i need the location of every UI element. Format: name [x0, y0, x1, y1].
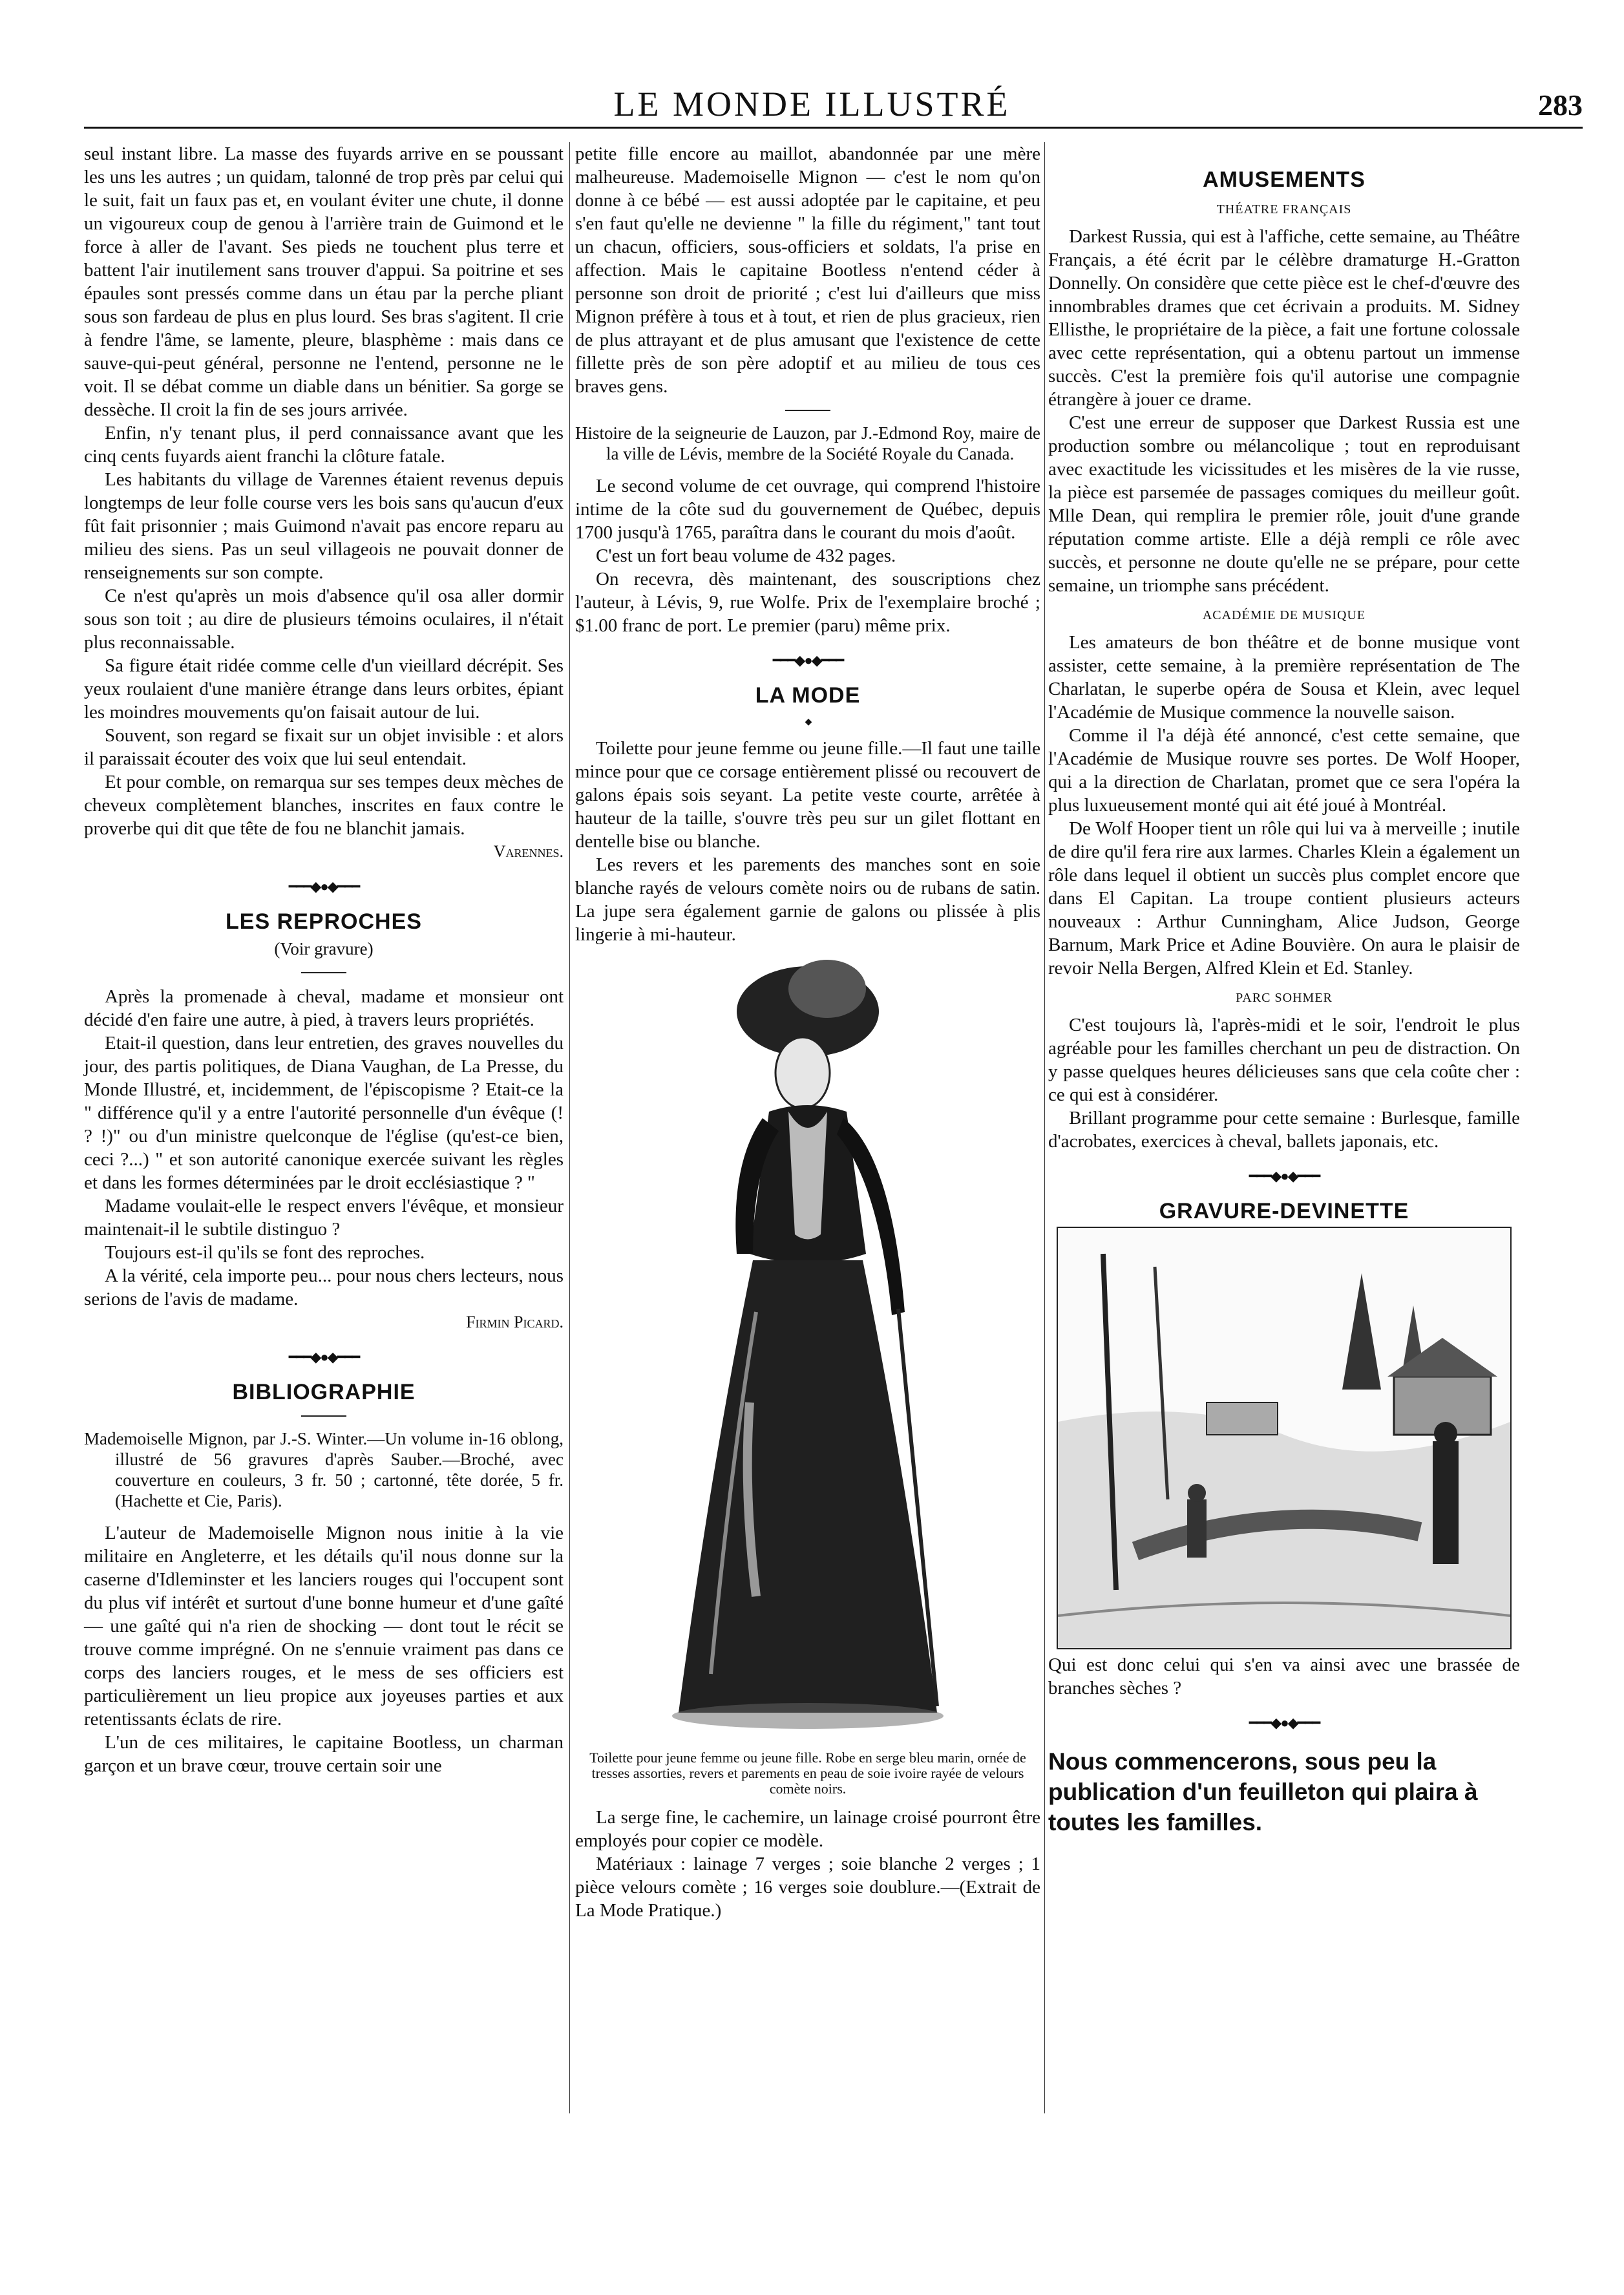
short-rule [301, 972, 346, 973]
subsection-theatre-francais: THÉATRE FRANÇAIS [1216, 202, 1352, 217]
paragraph: Sa figure était ridée comme celle d'un vieillard décrépit. Ses yeux roulaient d'une manière étrange dans leurs orbites, épiant les moindres mouvements qu'on faisait autour de lui. [84, 655, 564, 723]
subsection-academie-musique: ACADÉMIE DE MUSIQUE [1202, 608, 1366, 622]
section-title-amusements: AMUSEMENTS [1203, 167, 1366, 192]
paragraph: Matériaux : lainage 7 verges ; soie blanche 2 verges ; 1 pièce velours comète ; 16 verges soie doublure.—(Extrait de La Mode Pratique.) [575, 1854, 1040, 1921]
section-title-gravure-devinette: GRAVURE-DEVINETTE [1159, 1199, 1409, 1223]
paragraph: Souvent, son regard se fixait sur un objet invisible : et alors il paraissait écouter des voix que lui seul entendait. [84, 725, 564, 769]
subsection-parc-sohmer: PARC SOHMER [1236, 991, 1333, 1005]
puzzle-engraving-image [1057, 1227, 1512, 1649]
paragraph: Darkest Russia, qui est à l'affiche, cette semaine, au Théâtre Français, a été écrit par le célèbre dramaturge H.-Gratton Donnelly. On considère que cette pièce est le chef-d'œuvre des innombrables drames que cet écrivain a produits. M. Sidney Ellisthe, le propriétaire de la pièce, a fait une fortune colossale avec cette représentation, qui a obtenu partout un immense succès. C'est la première fois qu'il autorise une compagnie étrangère à jouer ce drame. [1048, 226, 1520, 410]
fashion-engraving-image [633, 950, 982, 1745]
paragraph: Comme il l'a déjà été annoncé, c'est cette semaine, que l'Académie de Musique rouvre ses portes. De Wolf Hooper, qui a la direction de Charlatan, promet que ce sera l'opéra la plus luxueusement monté qui ait été joué à Montréal. [1048, 725, 1520, 816]
column-1 [84, 142, 564, 1777]
paragraph: A la vérité, cela importe peu... pour nous chers lecteurs, nous serions de l'avis de madame. [84, 1265, 564, 1309]
small-ornament: ◆ [805, 717, 811, 727]
paragraph: On recevra, dès maintenant, des souscriptions chez l'auteur, à Lévis, 9, rue Wolfe. Prix de l'exemplaire broché ; $1.00 franc de port. Le premier (paru) même prix. [575, 569, 1040, 636]
book-reference: Mademoiselle Mignon, par J.-S. Winter.—Un volume in-16 oblong, illustré de 56 gravures d'après Sauber.—Broché, avec couverture en couleurs, 3 fr. 50 ; cartonné, tête dorée, 5 fr. (Hachette et Cie, Paris). [84, 1429, 564, 1510]
paragraph: Après la promenade à cheval, madame et monsieur ont décidé d'en faire une autre, à pied, à travers leurs propriétés. [84, 986, 564, 1030]
book-reference: Histoire de la seigneurie de Lauzon, par J.-Edmond Roy, maire de la ville de Lévis, membre de la Société Royale du Canada. [575, 423, 1040, 463]
paragraph: C'est toujours là, l'après-midi et le soir, l'endroit le plus agréable pour les familles cherchant un peu de distraction. On y passe quelques heures délicieuses sans que cela coûte cher : ce qui est à considérer. [1048, 1015, 1520, 1105]
section-title-mode: LA MODE [755, 683, 861, 708]
paragraph: Les revers et les parements des manches sont en soie blanche rayés de velours comète noirs ou de rubans de satin. La jupe sera également garnie de galons ou plissée à plis lingerie à mi-hauteur. [575, 854, 1040, 945]
ornament-divider: ━━━◆●◆━━━ [288, 878, 359, 894]
paragraph: Ce n'est qu'après un mois d'absence qu'il osa aller dormir sous son toit ; au dire de plusieurs témoins oculaires, il n'était plus reconnaissable. [84, 586, 564, 653]
paragraph: Toilette pour jeune femme ou jeune fille.—Il faut une taille mince pour que ce corsage entièrement plissé ou recouvert de galons épais sois seyant. La petite veste courte, arrêtée à hauteur de la taille, s'ouvre très peu sur un gilet flottant en dentelle bise ou blanche. [575, 738, 1040, 852]
paragraph: L'un de ces militaires, le capitaine Bootless, un charman garçon et un brave cœur, trouve certain soir une [84, 1732, 564, 1776]
paragraph: De Wolf Hooper tient un rôle qui lui va à merveille ; inutile de dire qu'il fera rire aux larmes. Charles Klein a également un rôle dans lequel il obtient un succès plus complet encore que dans El Capitan. La troupe contient plusieurs acteurs nouveaux : Arthur Cunningham, Alice Judson, George Barnum, Mark Price et Adine Bouvière. On aura le plaisir de revoir Nella Bergen, Alfred Klein et Ed. Stanley. [1048, 818, 1520, 978]
section-title-bibliographie: BIBLIOGRAPHIE [232, 1380, 416, 1404]
fashion-image-caption: Toilette pour jeune femme ou jeune fille. Robe en serge bleu marin, ornée de tresses assorties, revers et parements en peau de soie ivoire rayée de velours comète noirs. [589, 1750, 1026, 1797]
ornament-divider: ━━━◆●◆━━━ [772, 652, 843, 668]
paragraph: Etait-il question, dans leur entretien, des graves nouvelles du jour, des partis politiques, de Diana Vaughan, de La Presse, du Monde Illustré, et, incidemment, de l'épiscopisme ? Etait-ce la " différence qu'il y a entre l'autorité personnelle d'un évêque (! ? !)" ou d'un ministre quelconque de l'église (qu'est-ce bien, ceci ?...) " et son autorité canonique exercée suivant les règles et dans les formes déterminées par le droit ecclésiastique ? " [84, 1033, 564, 1193]
paragraph: C'est une erreur de supposer que Darkest Russia est une production sombre ou mélancolique ; tout en reproduisant avec exactitude les vicissitudes et les misères de la vie russe, la pièce est parsemée de passages comiques du meilleur goût. Mlle Dean, qui remplira le premier rôle, jouit d'une grande réputation comme artiste. Elle a déjà rempli ce rôle avec succès, et personne ne doute qu'elle ne se prépare, pour cette semaine, un triomphe sans précédent. [1048, 412, 1520, 596]
paragraph: petite fille encore au maillot, abandonnée par une mère malheureuse. Mademoiselle Mignon — c'est le nom qu'on donne à ce bébé — est aussi adoptée par le capitaine, et peu s'en faut qu'elle ne devienne " la fille du régiment," tant tout un chacun, officiers, sous-officiers et soldats, l'a prise en affection. Mais le capitaine Bootless n'entend céder à personne son droit de priorité ; c'est lui d'ailleurs que miss Mignon préfère à tous et à tout, et rien de plus gracieux, rien de plus attrayant et de plus amusant que l'existence de cette fillette près de son père adoptif et au milieu de tous ces braves gens. [575, 143, 1040, 397]
paragraph: seul instant libre. La masse des fuyards arrive en se poussant les uns les autres ; un quidam, talonné de trop près par celui qui le suit, fait un faux pas et, en voulant éviter une chute, il donne un vigoureux coup de genou à l'arrière train de Guimond et le force à aller de l'avant. Ses pieds ne touchent plus terre et battent l'air inutilement sans trouver d'appui. Sa poitrine et ses épaules sont pressés comme dans un étau par la perche pliant sous son fardeau de plus en plus lourd. Ses bras s'agitent. Il crie à fendre l'âme, se lamente, pleure, blasphème : mais dans ce sauve-qui-peut général, personne ne l'entend, personne ne le voit. Il se débat comme un diable dans un bénitier. Sa gorge se dessèche. Il croit la fin de ses jours arrivée. [84, 143, 564, 420]
signature: Varennes. [493, 842, 564, 861]
paragraph: Enfin, n'y tenant plus, il perd connaissance avant que les cinq cents fuyards aient franchi la clôture fatale. [84, 423, 564, 467]
page-number: 283 [1538, 89, 1583, 122]
paragraph: Les amateurs de bon théâtre et de bonne musique vont assister, cette semaine, à la première représentation de The Charlatan, le superbe opéra de Sousa et Klein, avec lequel l'Académie de Musique commence la nouvelle saison. [1048, 632, 1520, 723]
paragraph: Brillant programme pour cette semaine : Burlesque, famille d'acrobates, exercices à cheval, ballets japonais, etc. [1048, 1108, 1520, 1152]
page-header-title: LE MONDE ILLUSTRÉ [613, 85, 1011, 123]
short-rule [785, 410, 830, 411]
paragraph: Madame voulait-elle le respect envers l'évêque, et monsieur maintenait-il le subtile distinguo ? [84, 1196, 564, 1240]
column-3 [1048, 142, 1520, 1837]
paragraph: Le second volume de cet ouvrage, qui comprend l'histoire intime de la côte sud du gouvernement de Québec, depuis 1700 jusqu'à 1765, paraîtra dans le courant du mois d'août. [575, 476, 1040, 543]
paragraph: C'est un fort beau volume de 432 pages. [596, 545, 896, 566]
ornament-divider: ━━━◆●◆━━━ [288, 1349, 359, 1365]
signature: Firmin Picard. [466, 1313, 564, 1331]
column-divider-2 [1044, 142, 1045, 2113]
ornament-divider: ━━━◆●◆━━━ [1249, 1715, 1320, 1731]
feuilleton-announcement: Nous commencerons, sous peu la publication d'un feuilleton qui plaira à toutes les familles. [1048, 1748, 1478, 1835]
paragraph: La serge fine, le cachemire, un lainage croisé pourront être employés pour copier ce modèle. [575, 1807, 1040, 1851]
column-divider-1 [569, 142, 570, 2113]
section-subtitle: (Voir gravure) [274, 939, 374, 958]
section-title-reproches: LES REPROCHES [226, 909, 422, 934]
puzzle-caption: Qui est donc celui qui s'en va ainsi avec une brassée de branches sèches ? [1048, 1655, 1520, 1698]
paragraph: L'auteur de Mademoiselle Mignon nous initie à la vie militaire en Angleterre, et les détails qu'il nous donne sur la caserne d'Idleminster et les lanciers rouges qui l'occupent sont du plus vif intérêt et surtout d'une bonne humeur et d'une gaîté — une gaîté qui n'a rien de shocking — dont tout le récit se trouve comme imprégné. On ne s'ennuie vraiment pas dans ce corps des lanciers rouges, et le mess de ses officiers est particulièrement un lieu propice aux joyeuses parties et aux retentissants éclats de rire. [84, 1523, 564, 1729]
column-2 [575, 142, 1040, 1922]
paragraph: Les habitants du village de Varennes étaient revenus depuis longtemps de leur folle course vers les bois sans qu'aucun d'eux fût fait prisonnier ; mais Guimond n'avait pas encore reparu au milieu des siens. Pas un seul villageois ne pouvait donner de renseignements sur son compte. [84, 469, 564, 583]
paragraph: Toujours est-il qu'ils se font des reproches. [105, 1242, 425, 1263]
paragraph: Et pour comble, on remarqua sur ses tempes deux mèches de cheveux complètement blanches, inscrites en faux contre le proverbe qui dit que tête de fou ne blanchit jamais. [84, 772, 564, 839]
ornament-divider: ━━━◆●◆━━━ [1249, 1168, 1320, 1184]
short-rule [301, 1415, 346, 1417]
header-rule [84, 127, 1583, 129]
